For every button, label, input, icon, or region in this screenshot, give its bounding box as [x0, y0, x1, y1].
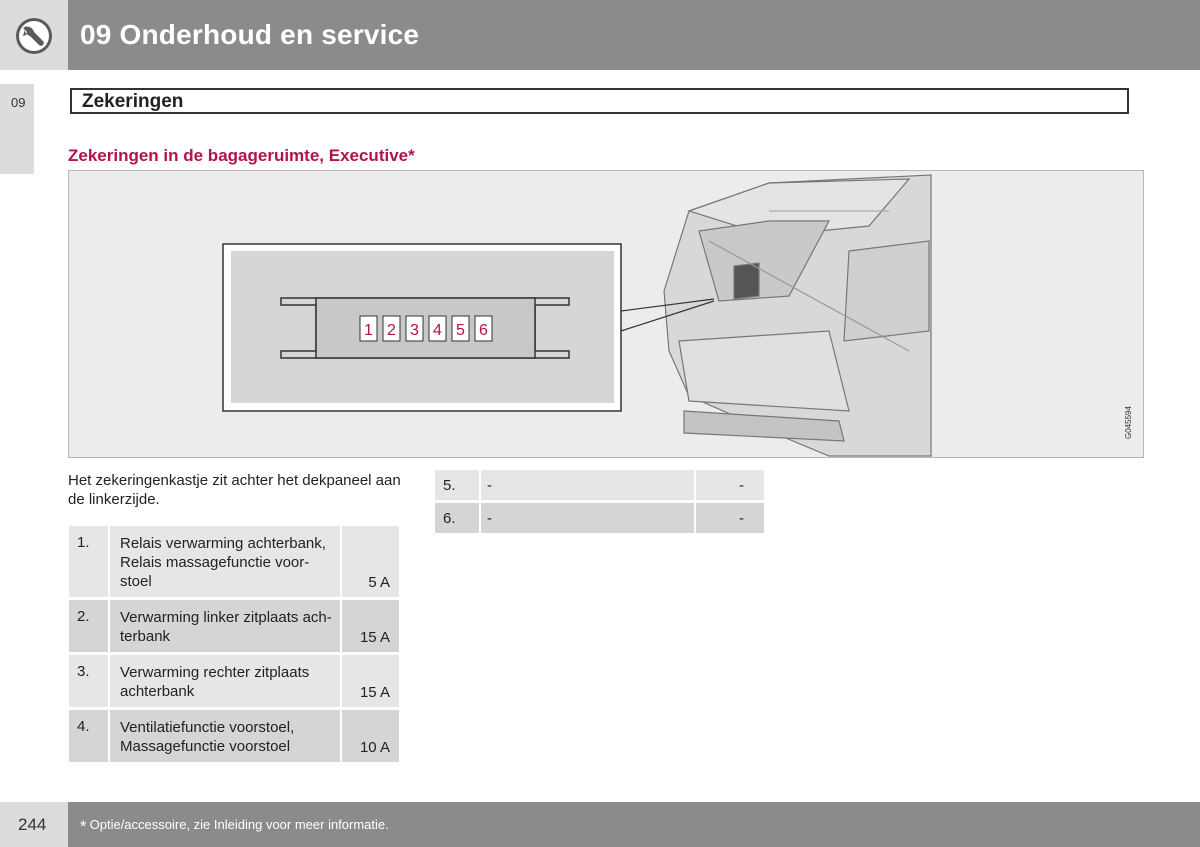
- fuse-description: Verwarming linker zitplaats ach-terbank: [109, 599, 341, 654]
- fuse-row: [69, 599, 399, 654]
- subsection-title: Zekeringen in de bagageruimte, Executive*: [68, 146, 415, 165]
- footnote-text: Optie/accessoire, zie Inleiding voor meer informatie.: [89, 817, 389, 832]
- fuse-row: [69, 526, 399, 599]
- fuse-slot-number: 4: [433, 322, 442, 339]
- fuse-row: [435, 502, 764, 535]
- fuse-description: Verwarming rechter zitplaats achterbank: [109, 654, 341, 709]
- chapter-icon-block: [0, 0, 68, 70]
- intro-text: Het zekeringenkastje zit achter het dekpaneel aan de linkerzijde.: [68, 472, 401, 508]
- fuse-description: Ventilatiefunctie voorstoel, Massagefunctie voorstoel: [109, 709, 341, 764]
- page-number: 244: [18, 815, 47, 834]
- illustration-svg: [69, 171, 1144, 458]
- fuse-number: 1.: [69, 526, 109, 599]
- image-code: G045594: [1124, 406, 1133, 439]
- fuse-table-left: [69, 526, 399, 765]
- fuse-amperage: 15 A: [341, 654, 399, 709]
- fuse-slot-number: 2: [387, 322, 396, 339]
- fuse-description: -: [480, 470, 695, 502]
- fuse-amperage: 15 A: [341, 599, 399, 654]
- section-title-box: [70, 88, 1129, 114]
- fuse-number: 2.: [69, 599, 109, 654]
- fuse-row: [69, 654, 399, 709]
- fuse-slot-number: 1: [364, 322, 373, 339]
- fuse-slot-number: 5: [456, 322, 465, 339]
- fuse-amperage: 5 A: [341, 526, 399, 599]
- fuse-row: [69, 709, 399, 764]
- chapter-title: 09 Onderhoud en service: [80, 19, 420, 50]
- fuse-box-body: [281, 298, 569, 358]
- chapter-tab-label: 09: [11, 95, 26, 110]
- fuse-amperage: -: [695, 470, 764, 502]
- footnote-star: *: [80, 817, 87, 836]
- fuse-slot-number: 6: [479, 322, 488, 339]
- fuse-row: [435, 470, 764, 502]
- fuse-slot-number: 3: [410, 322, 419, 339]
- footnote: [80, 817, 389, 837]
- fuse-number: 5.: [435, 470, 480, 502]
- fuse-description: Relais verwarming achterbank, Relais massagefunctie voor-stoel: [109, 526, 341, 599]
- section-title: Zekeringen: [82, 91, 184, 112]
- fuse-amperage: -: [695, 502, 764, 535]
- car-rear-drawing: [664, 175, 931, 456]
- fuse-description: -: [480, 502, 695, 535]
- fuse-number: 6.: [435, 502, 480, 535]
- fuse-table-right: [435, 470, 764, 536]
- fuse-number: 3.: [69, 654, 109, 709]
- fuse-box-illustration: [68, 170, 1144, 458]
- fuse-number: 4.: [69, 709, 109, 764]
- wrench-icon: [14, 16, 54, 56]
- fuse-amperage: 10 A: [341, 709, 399, 764]
